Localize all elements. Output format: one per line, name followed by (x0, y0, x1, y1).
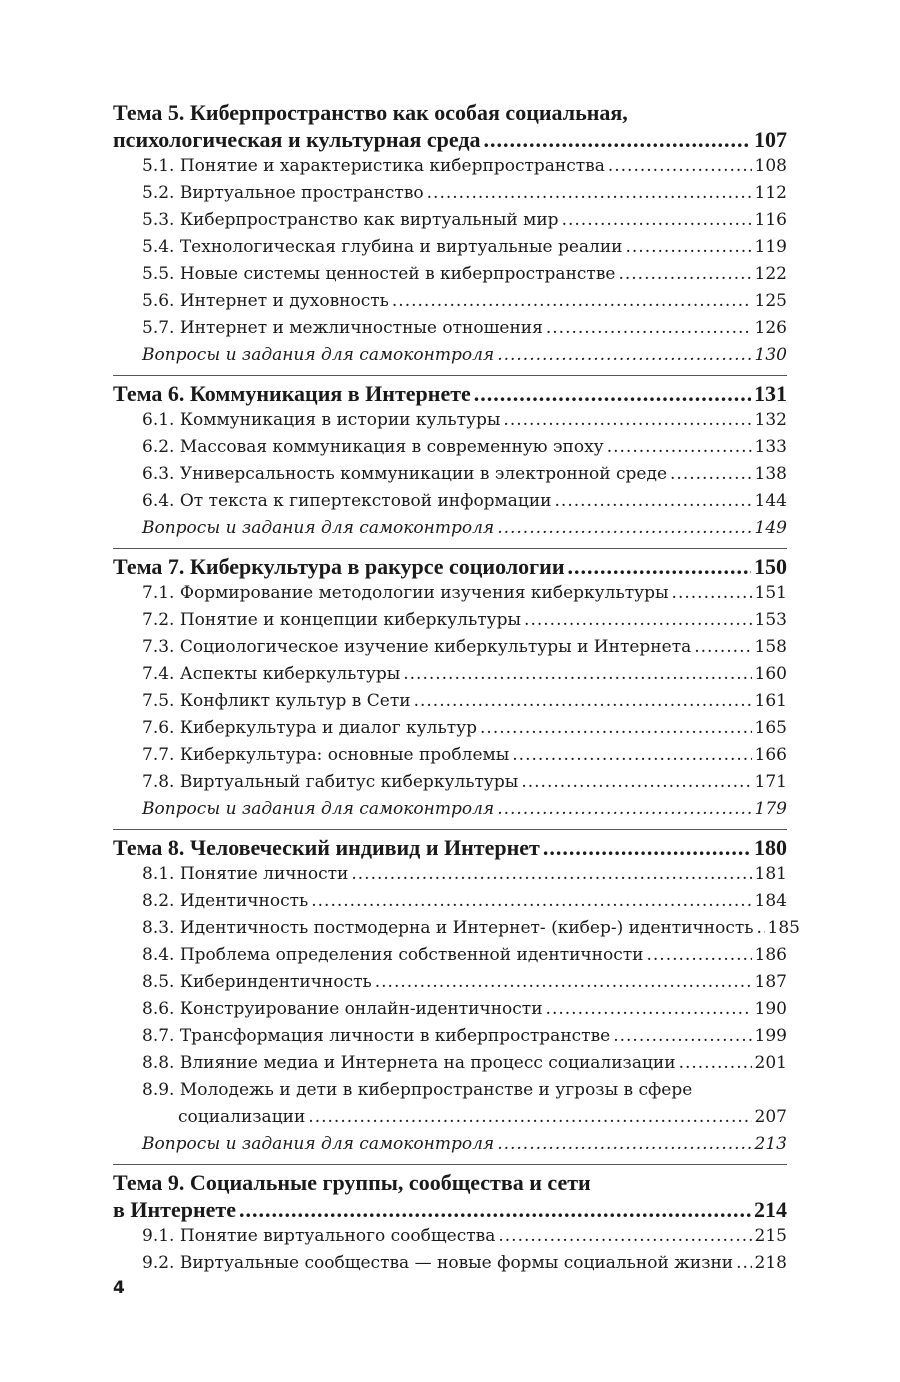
entry-label: 7.6. Киберкультура и диалог культур (142, 718, 478, 738)
entry-page-number: 119 (754, 237, 787, 257)
dot-leader (497, 1131, 751, 1158)
section-title-line: Тема 6. Коммуникация в Интернете (113, 381, 471, 406)
toc-entry (142, 234, 787, 261)
section-title-line: Тема 5. Киберпространство как особая социальная, (113, 100, 628, 125)
entry-page-number: 165 (754, 718, 787, 738)
entry-label: 5.3. Киберпространство как виртуальный мир (142, 210, 559, 230)
toc-entry (142, 407, 787, 434)
section-heading (113, 99, 787, 153)
entry-label: 6.1. Коммуникация в истории культуры (142, 410, 501, 430)
entry-label: Вопросы и задания для самоконтроля (142, 1134, 495, 1154)
section-page-number: 131 (754, 381, 787, 406)
table-of-contents (113, 99, 800, 1283)
entry-label: 8.9. Молодежь и дети в киберпространстве и угрозы в сфере (142, 1080, 693, 1100)
toc-entry (142, 915, 800, 942)
entry-page-number: 201 (754, 1053, 787, 1073)
entry-page-number: 160 (754, 664, 787, 684)
entry-label: 8.8. Влияние медиа и Интернета на процесс социализации (142, 1053, 676, 1073)
entry-label: Вопросы и задания для самоконтроля (142, 518, 495, 538)
toc-entry (142, 180, 787, 207)
section-title-last-line (113, 1196, 787, 1223)
section-title-line: Тема 9. Социальные группы, сообщества и сети (113, 1170, 591, 1195)
entry-label: 8.6. Конструирование онлайн-идентичности (142, 999, 543, 1019)
entry-label: 5.2. Виртуальное пространство (142, 183, 424, 203)
section-title-last-line (113, 553, 787, 580)
dot-leader (480, 715, 752, 742)
entry-page-number: 158 (754, 637, 787, 657)
entry-page-number: 187 (754, 972, 787, 992)
toc-section (113, 375, 787, 542)
dot-leader (618, 261, 751, 288)
toc-entry (142, 1250, 787, 1277)
entry-page-number: 190 (754, 999, 787, 1019)
toc-entry (142, 742, 787, 769)
entry-page-number: 166 (754, 745, 787, 765)
toc-entry (142, 942, 787, 969)
dot-leader (484, 126, 751, 153)
toc-section (113, 1164, 787, 1277)
dot-leader (608, 153, 752, 180)
entry-label: 9.1. Понятие виртуального сообщества (142, 1226, 496, 1246)
dot-leader (521, 769, 751, 796)
dot-leader (647, 942, 752, 969)
entry-label: 8.2. Идентичность (142, 891, 309, 911)
section-heading (113, 375, 787, 407)
toc-entry (142, 661, 787, 688)
dot-leader (694, 634, 751, 661)
section-page-number: 107 (754, 127, 787, 152)
entry-page-number: 116 (754, 210, 787, 230)
entry-continuation (142, 1104, 787, 1131)
dot-leader (679, 1050, 752, 1077)
entry-page-number: 108 (754, 156, 787, 176)
dot-leader (403, 661, 751, 688)
dot-leader (308, 1104, 751, 1131)
entry-page-number: 130 (754, 345, 787, 365)
dot-leader (497, 342, 751, 369)
dot-leader (562, 207, 752, 234)
section-heading (113, 829, 787, 861)
dot-leader (613, 1023, 751, 1050)
entry-page-number: 171 (754, 772, 787, 792)
entry-label: 5.5. Новые системы ценностей в киберпространстве (142, 264, 616, 284)
toc-section (113, 99, 787, 369)
entry-label-continued: социализации (178, 1107, 306, 1127)
entry-label: 5.4. Технологическая глубина и виртуальные реалии (142, 237, 623, 257)
dot-leader (497, 796, 751, 823)
dot-leader (736, 1250, 751, 1277)
section-title-last-line (113, 834, 787, 861)
section-title-line: психологическая и культурная среда (113, 127, 481, 152)
section-heading (113, 548, 787, 580)
toc-entry (142, 288, 787, 315)
dot-leader (239, 1196, 751, 1223)
entry-page-number: 122 (754, 264, 787, 284)
toc-entry (142, 688, 787, 715)
entry-label: 8.5. Кибериндентичность (142, 972, 372, 992)
dot-leader (546, 996, 752, 1023)
entry-label: Вопросы и задания для самоконтроля (142, 799, 495, 819)
entry-page-number: 133 (754, 437, 787, 457)
dot-leader (672, 580, 752, 607)
dot-leader (626, 234, 752, 261)
entry-page-number: 132 (754, 410, 787, 430)
entry-label: 8.4. Проблема определения собственной идентичности (142, 945, 644, 965)
entry-page-number: 112 (754, 183, 787, 203)
dot-leader (474, 380, 751, 407)
toc-entry (142, 996, 787, 1023)
dot-leader (375, 969, 752, 996)
entry-label: 9.2. Виртуальные сообщества — новые формы социальной жизни (142, 1253, 734, 1273)
entry-page-number: 125 (754, 291, 787, 311)
entry-label: 8.7. Трансформация личности в киберпространстве (142, 1026, 611, 1046)
dot-leader (568, 553, 751, 580)
dot-leader (546, 315, 752, 342)
entry-label: 7.2. Понятие и концепции киберкультуры (142, 610, 522, 630)
entry-label: 6.2. Массовая коммуникация в современную эпоху (142, 437, 604, 457)
entry-label: 7.7. Киберкультура: основные проблемы (142, 745, 510, 765)
dot-leader (311, 888, 751, 915)
toc-entry (142, 607, 787, 634)
toc-entry (142, 207, 787, 234)
entry-page-number: 186 (754, 945, 787, 965)
section-title-line: Тема 7. Киберкультура в ракурсе социологии (113, 554, 565, 579)
toc-entry (142, 634, 787, 661)
entry-label: 8.1. Понятие личности (142, 864, 349, 884)
dot-leader (497, 515, 751, 542)
entry-page-number: 126 (754, 318, 787, 338)
entry-label: 5.7. Интернет и межличностные отношения (142, 318, 543, 338)
toc-entry (142, 715, 787, 742)
dot-leader (512, 742, 751, 769)
entry-page-number: 149 (754, 518, 787, 538)
entry-page-number: 215 (754, 1226, 787, 1246)
entry-page-number: 179 (754, 799, 787, 819)
entry-label: 5.1. Понятие и характеристика киберпространства (142, 156, 605, 176)
dot-leader (414, 688, 752, 715)
toc-entry (142, 861, 787, 888)
toc-entry (142, 969, 787, 996)
toc-entry (142, 261, 787, 288)
toc-entry (142, 488, 787, 515)
entry-page-number: 138 (754, 464, 787, 484)
entry-label: 6.3. Универсальность коммуникации в электронной среде (142, 464, 668, 484)
toc-entry (142, 461, 787, 488)
dot-leader (503, 407, 751, 434)
entry-label: 7.4. Аспекты киберкультуры (142, 664, 401, 684)
section-title-last-line (113, 380, 787, 407)
entry-label: 6.4. От текста к гипертекстовой информации (142, 491, 552, 511)
entry-page-number: 199 (754, 1026, 787, 1046)
dot-leader (607, 434, 752, 461)
dot-leader (670, 461, 752, 488)
toc-entry (142, 315, 787, 342)
self-check-entry (142, 796, 787, 823)
toc-entry (142, 153, 787, 180)
toc-entry (142, 888, 787, 915)
dot-leader (555, 488, 752, 515)
entry-page-number: 153 (754, 610, 787, 630)
dot-leader (427, 180, 752, 207)
entry-label: 5.6. Интернет и духовность (142, 291, 389, 311)
entry-page-number: 218 (754, 1253, 787, 1273)
toc-entry (142, 1077, 787, 1131)
toc-entry (142, 1023, 787, 1050)
entry-label: 7.3. Социологическое изучение киберкультуры и Интернета (142, 637, 692, 657)
toc-section (113, 829, 800, 1158)
dot-leader (351, 861, 751, 888)
section-title-line: Тема 8. Человеческий индивид и Интернет (113, 835, 540, 860)
entry-page-number: 184 (754, 891, 787, 911)
section-heading (113, 1164, 787, 1223)
entry-page-number: 213 (754, 1134, 787, 1154)
toc-entry (142, 1223, 787, 1250)
entry-page-number: 185 (767, 918, 800, 938)
toc-entry (142, 434, 787, 461)
section-page-number: 180 (754, 835, 787, 860)
dot-leader (498, 1223, 751, 1250)
entry-label: Вопросы и задания для самоконтроля (142, 345, 495, 365)
entry-label: 7.8. Виртуальный габитус киберкультуры (142, 772, 519, 792)
dot-leader (543, 834, 751, 861)
dot-leader (757, 915, 765, 942)
entry-page-number: 151 (754, 583, 787, 603)
toc-entry (142, 580, 787, 607)
entry-page-number: 161 (754, 691, 787, 711)
page-number: 4 (113, 1278, 125, 1298)
section-title-line: в Интернете (113, 1197, 236, 1222)
toc-entry (142, 1050, 787, 1077)
entry-page-number: 207 (754, 1107, 787, 1127)
dot-leader (392, 288, 752, 315)
entry-label: 8.3. Идентичность постмодерна и Интернет- (кибер-) идентичность (142, 918, 754, 938)
self-check-entry (142, 515, 787, 542)
entry-label: 7.1. Формирование методологии изучения киберкультуры (142, 583, 669, 603)
section-page-number: 214 (754, 1197, 787, 1222)
toc-section (113, 548, 787, 823)
self-check-entry (142, 1131, 787, 1158)
entry-label: 7.5. Конфликт культур в Сети (142, 691, 411, 711)
entry-page-number: 144 (754, 491, 787, 511)
toc-entry (142, 769, 787, 796)
dot-leader (524, 607, 752, 634)
entry-page-number: 181 (754, 864, 787, 884)
section-page-number: 150 (754, 554, 787, 579)
self-check-entry (142, 342, 787, 369)
section-title-last-line (113, 126, 787, 153)
